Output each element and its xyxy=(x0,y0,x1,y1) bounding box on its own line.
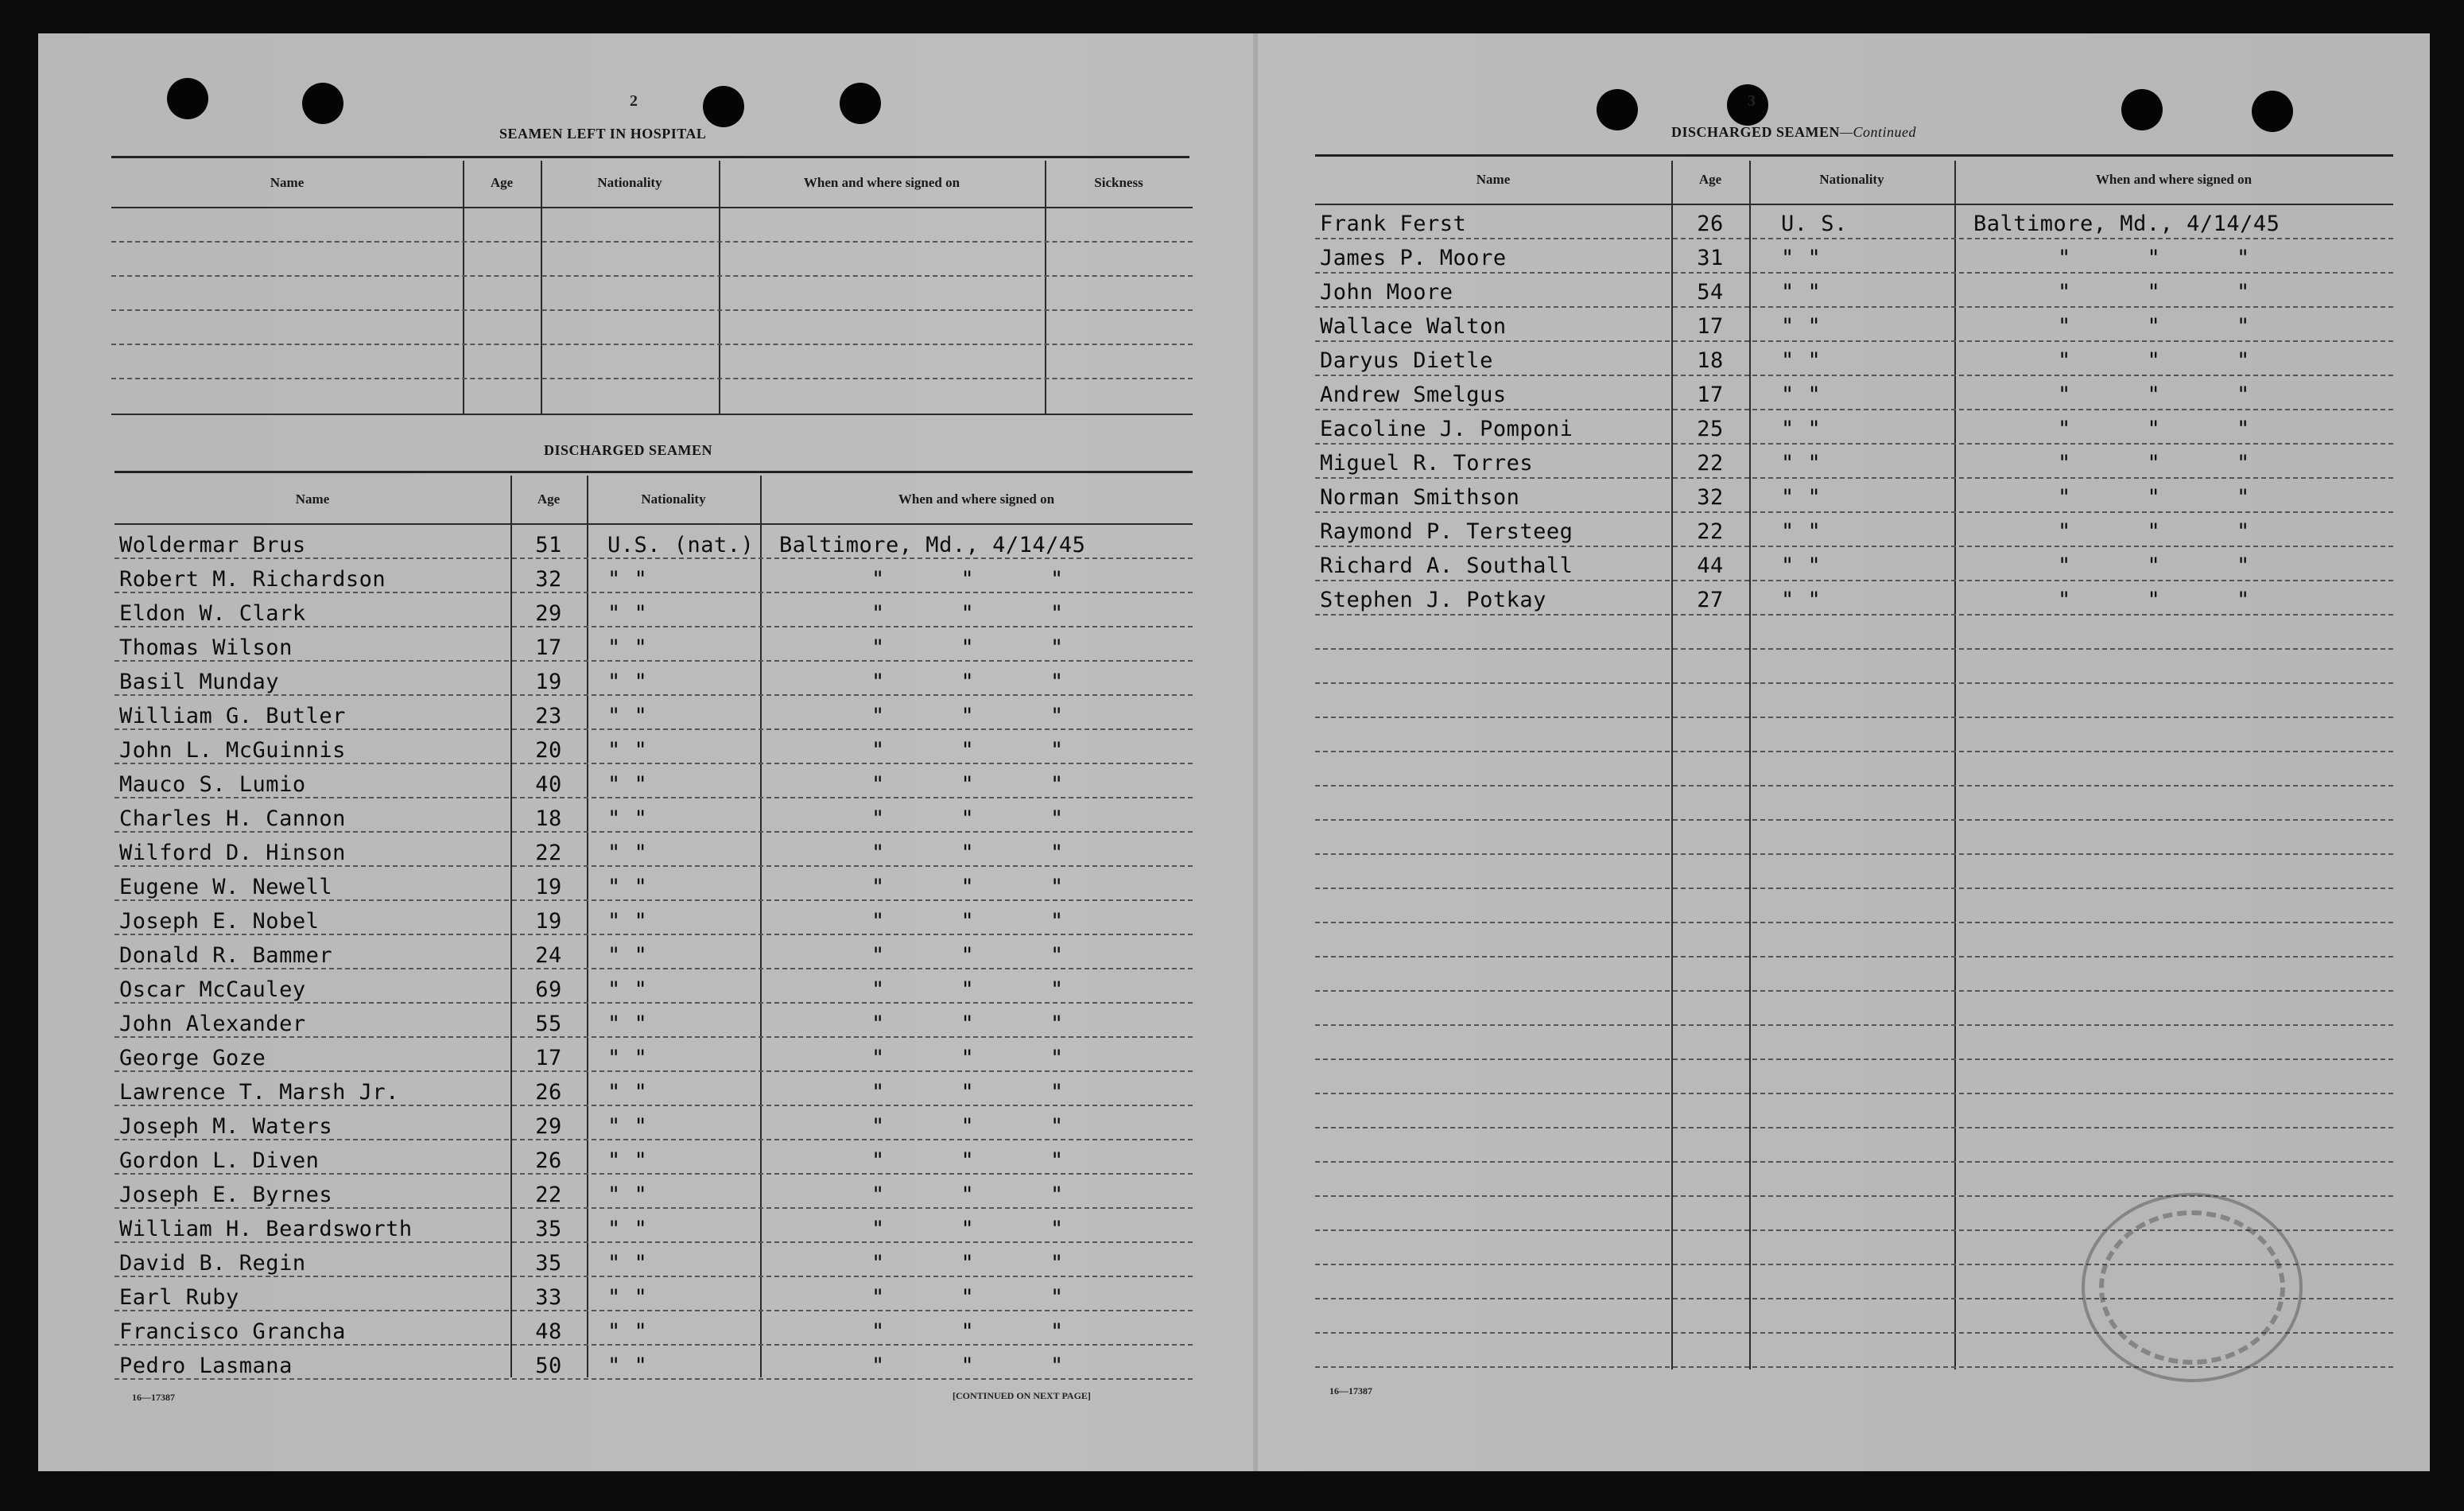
row-rule xyxy=(114,694,1193,696)
row-rule xyxy=(111,378,1193,379)
seaman-age: 26 xyxy=(535,1148,562,1173)
seaman-age: 19 xyxy=(535,909,562,934)
seaman-nationality: " " xyxy=(1781,314,1822,339)
row-rule xyxy=(114,797,1193,798)
row-rule xyxy=(114,1105,1193,1106)
seaman-name: Miguel R. Torres xyxy=(1320,451,1534,476)
column-rule xyxy=(1045,161,1046,414)
seaman-nationality: " " xyxy=(607,772,648,797)
seaman-name: Earl Ruby xyxy=(119,1285,239,1310)
row-rule xyxy=(114,1139,1193,1140)
column-header: Age xyxy=(1698,172,1722,187)
seaman-signed-on: " " " xyxy=(871,1217,1096,1241)
seaman-nationality: " " xyxy=(1781,348,1822,373)
column-rule xyxy=(1749,161,1751,1369)
column-rule xyxy=(1954,161,1956,1369)
seaman-age: 55 xyxy=(535,1012,562,1036)
punch-hole-icon xyxy=(2252,91,2293,132)
seaman-name: Robert M. Richardson xyxy=(119,567,386,592)
row-rule xyxy=(1315,272,2393,274)
seaman-nationality: " " xyxy=(607,1183,648,1207)
seaman-nationality: " " xyxy=(607,1080,648,1105)
seaman-signed-on: " " " xyxy=(2058,314,2282,339)
seaman-name: Francisco Grancha xyxy=(119,1319,346,1344)
seaman-signed-on: " " " xyxy=(871,841,1096,865)
row-rule xyxy=(1315,819,2393,821)
form-number-right: 16—17387 xyxy=(1329,1385,1372,1396)
hospital-section-title: SEAMEN LEFT IN HOSPITAL xyxy=(499,126,707,142)
seaman-name: Charles H. Cannon xyxy=(119,806,346,831)
seaman-signed-on: " " " xyxy=(2058,246,2282,270)
seaman-signed-on: " " " xyxy=(871,670,1096,694)
header-rule xyxy=(114,523,1193,525)
row-rule xyxy=(1315,409,2393,410)
row-rule xyxy=(114,899,1193,901)
seaman-name: Raymond P. Tersteeg xyxy=(1320,519,1573,544)
row-rule xyxy=(114,865,1193,867)
seaman-signed-on: Baltimore, Md., 4/14/45 xyxy=(779,533,1086,557)
seaman-name: Donald R. Bammer xyxy=(119,943,333,968)
seaman-signed-on: " " " xyxy=(2058,280,2282,305)
column-header: Name xyxy=(1476,172,1511,187)
row-rule xyxy=(114,626,1193,627)
discharged-section-title: DISCHARGED SEAMEN xyxy=(544,442,713,458)
seaman-nationality: " " xyxy=(607,1012,648,1036)
seaman-signed-on: " " " xyxy=(2058,451,2282,476)
seaman-signed-on: " " " xyxy=(871,806,1096,831)
punch-hole-icon xyxy=(302,83,343,124)
seaman-nationality: " " xyxy=(607,943,648,968)
row-rule xyxy=(1315,1058,2393,1060)
seaman-age: 35 xyxy=(535,1217,562,1241)
punch-hole-icon xyxy=(167,78,208,119)
column-rule xyxy=(719,161,720,414)
seaman-name: Wallace Walton xyxy=(1320,314,1507,339)
column-rule xyxy=(463,161,464,414)
seaman-nationality: " " xyxy=(607,1217,648,1241)
header-rule xyxy=(1315,204,2393,205)
seaman-nationality: " " xyxy=(1781,280,1822,305)
seaman-signed-on: " " " xyxy=(871,601,1096,626)
seaman-nationality: " " xyxy=(1781,417,1822,441)
seaman-signed-on: " " " xyxy=(871,1183,1096,1207)
seaman-age: 19 xyxy=(535,670,562,694)
seaman-age: 23 xyxy=(535,704,562,728)
seaman-name: Frank Ferst xyxy=(1320,212,1467,236)
seaman-signed-on: " " " xyxy=(871,1012,1096,1036)
seaman-nationality: " " xyxy=(607,738,648,763)
seaman-age: 18 xyxy=(1697,348,1724,373)
column-rule xyxy=(541,161,542,414)
column-rule xyxy=(1671,161,1673,1369)
row-rule xyxy=(114,1036,1193,1038)
seaman-nationality: " " xyxy=(607,1114,648,1139)
receipt-stamp xyxy=(2082,1193,2303,1382)
seaman-signed-on: " " " xyxy=(871,1354,1096,1378)
seaman-signed-on: " " " xyxy=(871,1285,1096,1310)
discharged-continued-title-text: DISCHARGED SEAMEN xyxy=(1671,124,1841,140)
seaman-nationality: " " xyxy=(1781,246,1822,270)
seaman-signed-on: " " " xyxy=(871,909,1096,934)
seaman-age: 31 xyxy=(1697,246,1724,270)
seaman-age: 40 xyxy=(535,772,562,797)
row-rule xyxy=(1315,785,2393,787)
seaman-name: Pedro Lasmana xyxy=(119,1354,293,1378)
discharged-continued-title xyxy=(1671,124,1916,141)
row-rule xyxy=(1315,990,2393,992)
seaman-signed-on: " " " xyxy=(871,977,1096,1002)
column-header: When and where signed on xyxy=(898,491,1055,507)
seaman-name: Norman Smithson xyxy=(1320,485,1520,510)
row-rule xyxy=(1315,717,2393,718)
row-rule xyxy=(114,1276,1193,1277)
seaman-signed-on: " " " xyxy=(2058,348,2282,373)
row-rule xyxy=(1315,477,2393,479)
row-rule xyxy=(1315,922,2393,923)
seaman-signed-on: " " " xyxy=(871,738,1096,763)
seaman-name: William G. Butler xyxy=(119,704,346,728)
row-rule xyxy=(114,1070,1193,1072)
seaman-age: 26 xyxy=(535,1080,562,1105)
seaman-nationality: U.S. (nat.) xyxy=(607,533,755,557)
seaman-signed-on: " " " xyxy=(2058,485,2282,510)
seaman-nationality: " " xyxy=(1781,588,1822,612)
divider xyxy=(1315,154,2393,157)
seaman-nationality: U. S. xyxy=(1781,212,1848,236)
punch-hole-icon xyxy=(840,83,881,124)
seaman-nationality: " " xyxy=(607,1148,648,1173)
seaman-signed-on: " " " xyxy=(871,1319,1096,1344)
row-rule xyxy=(1315,1195,2393,1197)
seaman-age: 20 xyxy=(535,738,562,763)
seaman-nationality: " " xyxy=(607,806,648,831)
seaman-name: Mauco S. Lumio xyxy=(119,772,306,797)
seaman-nationality: " " xyxy=(607,1046,648,1070)
column-header: Nationality xyxy=(597,175,662,190)
divider xyxy=(111,156,1189,158)
seaman-name: John Moore xyxy=(1320,280,1453,305)
row-rule xyxy=(114,831,1193,833)
row-rule xyxy=(114,660,1193,662)
seaman-nationality: " " xyxy=(1781,451,1822,476)
form-number-left: 16—17387 xyxy=(132,1392,175,1403)
seaman-signed-on: Baltimore, Md., 4/14/45 xyxy=(1973,212,2280,236)
column-header: When and where signed on xyxy=(2095,172,2253,187)
row-rule xyxy=(1315,1093,2393,1094)
seaman-age: 25 xyxy=(1697,417,1724,441)
table-bottom-rule xyxy=(111,414,1193,415)
column-header: Age xyxy=(490,175,514,190)
seaman-age: 22 xyxy=(1697,451,1724,476)
seaman-age: 35 xyxy=(535,1251,562,1276)
row-rule xyxy=(1315,1127,2393,1128)
seaman-name: Lawrence T. Marsh Jr. xyxy=(119,1080,399,1105)
seaman-age: 27 xyxy=(1697,588,1724,612)
seaman-signed-on: " " " xyxy=(2058,383,2282,407)
column-header: When and where signed on xyxy=(803,175,960,190)
seaman-age: 19 xyxy=(535,875,562,899)
seaman-name: David B. Regin xyxy=(119,1251,306,1276)
seaman-name: John L. McGuinnis xyxy=(119,738,346,763)
column-header: Sickness xyxy=(1094,175,1143,190)
row-rule xyxy=(114,1002,1193,1004)
column-header: Age xyxy=(537,491,561,507)
seaman-nationality: " " xyxy=(1781,519,1822,544)
seaman-age: 26 xyxy=(1697,212,1724,236)
seaman-name: Joseph M. Waters xyxy=(119,1114,333,1139)
row-rule xyxy=(1315,1024,2393,1026)
continued-note: [CONTINUED ON NEXT PAGE] xyxy=(953,1390,1091,1401)
seaman-age: 51 xyxy=(535,533,562,557)
row-rule xyxy=(1315,511,2393,513)
seaman-nationality: " " xyxy=(607,1354,648,1378)
seaman-age: 54 xyxy=(1697,280,1724,305)
row-rule xyxy=(1315,888,2393,889)
seaman-signed-on: " " " xyxy=(2058,554,2282,578)
seaman-age: 22 xyxy=(535,841,562,865)
seaman-name: Basil Munday xyxy=(119,670,280,694)
row-rule xyxy=(1315,648,2393,650)
seaman-nationality: " " xyxy=(607,704,648,728)
row-rule xyxy=(114,1173,1193,1175)
punch-hole-icon xyxy=(703,86,744,127)
row-rule xyxy=(114,592,1193,593)
seaman-signed-on: " " " xyxy=(2058,588,2282,612)
seaman-signed-on: " " " xyxy=(871,772,1096,797)
column-header: Nationality xyxy=(641,491,706,507)
seaman-signed-on: " " " xyxy=(2058,519,2282,544)
row-rule xyxy=(1315,751,2393,752)
seaman-signed-on: " " " xyxy=(2058,417,2282,441)
row-rule xyxy=(114,1344,1193,1346)
seaman-name: Andrew Smelgus xyxy=(1320,383,1507,407)
seaman-name: Joseph E. Byrnes xyxy=(119,1183,333,1207)
seaman-nationality: " " xyxy=(607,567,648,592)
seaman-age: 50 xyxy=(535,1354,562,1378)
seaman-age: 17 xyxy=(1697,383,1724,407)
row-rule xyxy=(114,934,1193,935)
row-rule xyxy=(114,1378,1193,1380)
seaman-name: Gordon L. Diven xyxy=(119,1148,320,1173)
page-fold xyxy=(1253,33,1258,1471)
seaman-age: 29 xyxy=(535,1114,562,1139)
seaman-name: Daryus Dietle xyxy=(1320,348,1493,373)
row-rule xyxy=(114,1241,1193,1243)
row-rule xyxy=(1315,580,2393,581)
crew-change-form xyxy=(38,33,2430,1471)
row-rule xyxy=(111,241,1193,243)
seaman-name: Joseph E. Nobel xyxy=(119,909,320,934)
seaman-name: James P. Moore xyxy=(1320,246,1507,270)
row-rule xyxy=(1315,375,2393,376)
page-number-left: 2 xyxy=(630,92,638,110)
row-rule xyxy=(114,763,1193,764)
row-rule xyxy=(114,557,1193,559)
seaman-age: 17 xyxy=(535,635,562,660)
seaman-nationality: " " xyxy=(607,635,648,660)
header-rule xyxy=(111,207,1193,208)
row-rule xyxy=(114,968,1193,969)
seaman-age: 32 xyxy=(1697,485,1724,510)
row-rule xyxy=(1315,614,2393,616)
seaman-signed-on: " " " xyxy=(871,1114,1096,1139)
seaman-age: 22 xyxy=(1697,519,1724,544)
row-rule xyxy=(111,275,1193,277)
row-rule xyxy=(1315,340,2393,342)
seaman-age: 17 xyxy=(1697,314,1724,339)
seaman-name: Oscar McCauley xyxy=(119,977,306,1002)
seaman-nationality: " " xyxy=(1781,554,1822,578)
row-rule xyxy=(111,344,1193,345)
column-header: Name xyxy=(270,175,305,190)
seaman-nationality: " " xyxy=(607,977,648,1002)
divider xyxy=(114,471,1193,473)
row-rule xyxy=(114,1207,1193,1209)
seaman-signed-on: " " " xyxy=(871,875,1096,899)
seaman-age: 22 xyxy=(535,1183,562,1207)
row-rule xyxy=(1315,306,2393,308)
continued-suffix: —Continued xyxy=(1840,124,1917,140)
seaman-name: Eacoline J. Pomponi xyxy=(1320,417,1573,441)
seaman-signed-on: " " " xyxy=(871,1080,1096,1105)
seaman-name: Eldon W. Clark xyxy=(119,601,306,626)
row-rule xyxy=(114,728,1193,730)
seaman-nationality: " " xyxy=(1781,383,1822,407)
seaman-age: 18 xyxy=(535,806,562,831)
seaman-nationality: " " xyxy=(607,841,648,865)
seaman-age: 24 xyxy=(535,943,562,968)
row-rule xyxy=(1315,443,2393,445)
column-header: Nationality xyxy=(1819,172,1884,187)
seaman-signed-on: " " " xyxy=(871,567,1096,592)
column-header: Name xyxy=(295,491,330,507)
seaman-name: Stephen J. Potkay xyxy=(1320,588,1546,612)
seaman-nationality: " " xyxy=(607,1251,648,1276)
row-rule xyxy=(1315,1161,2393,1163)
seaman-name: Eugene W. Newell xyxy=(119,875,333,899)
seaman-age: 48 xyxy=(535,1319,562,1344)
seaman-nationality: " " xyxy=(607,601,648,626)
seaman-signed-on: " " " xyxy=(871,1046,1096,1070)
seaman-signed-on: " " " xyxy=(871,1148,1096,1173)
seaman-nationality: " " xyxy=(607,670,648,694)
seaman-nationality: " " xyxy=(1781,485,1822,510)
seaman-nationality: " " xyxy=(607,875,648,899)
row-rule xyxy=(1315,853,2393,855)
row-rule xyxy=(1315,238,2393,239)
seaman-name: Woldermar Brus xyxy=(119,533,306,557)
punch-hole-icon xyxy=(1597,89,1638,130)
seaman-age: 32 xyxy=(535,567,562,592)
seaman-nationality: " " xyxy=(607,1285,648,1310)
seaman-signed-on: " " " xyxy=(871,943,1096,968)
seaman-age: 17 xyxy=(535,1046,562,1070)
seaman-signed-on: " " " xyxy=(871,704,1096,728)
row-rule xyxy=(1315,682,2393,684)
seaman-name: Wilford D. Hinson xyxy=(119,841,346,865)
seaman-signed-on: " " " xyxy=(871,635,1096,660)
page-number-right: 3 xyxy=(1748,92,1756,110)
seaman-name: George Goze xyxy=(119,1046,266,1070)
seaman-nationality: " " xyxy=(607,1319,648,1344)
seaman-name: Richard A. Southall xyxy=(1320,554,1573,578)
seaman-signed-on: " " " xyxy=(871,1251,1096,1276)
seaman-name: Thomas Wilson xyxy=(119,635,293,660)
seaman-age: 69 xyxy=(535,977,562,1002)
row-rule xyxy=(114,1310,1193,1311)
row-rule xyxy=(1315,956,2393,957)
seaman-age: 29 xyxy=(535,601,562,626)
seaman-nationality: " " xyxy=(607,909,648,934)
punch-hole-icon xyxy=(2121,89,2163,130)
seaman-name: William H. Beardsworth xyxy=(119,1217,413,1241)
seaman-age: 44 xyxy=(1697,554,1724,578)
row-rule xyxy=(111,309,1193,311)
row-rule xyxy=(1315,546,2393,547)
seaman-age: 33 xyxy=(535,1285,562,1310)
seaman-name: John Alexander xyxy=(119,1012,306,1036)
